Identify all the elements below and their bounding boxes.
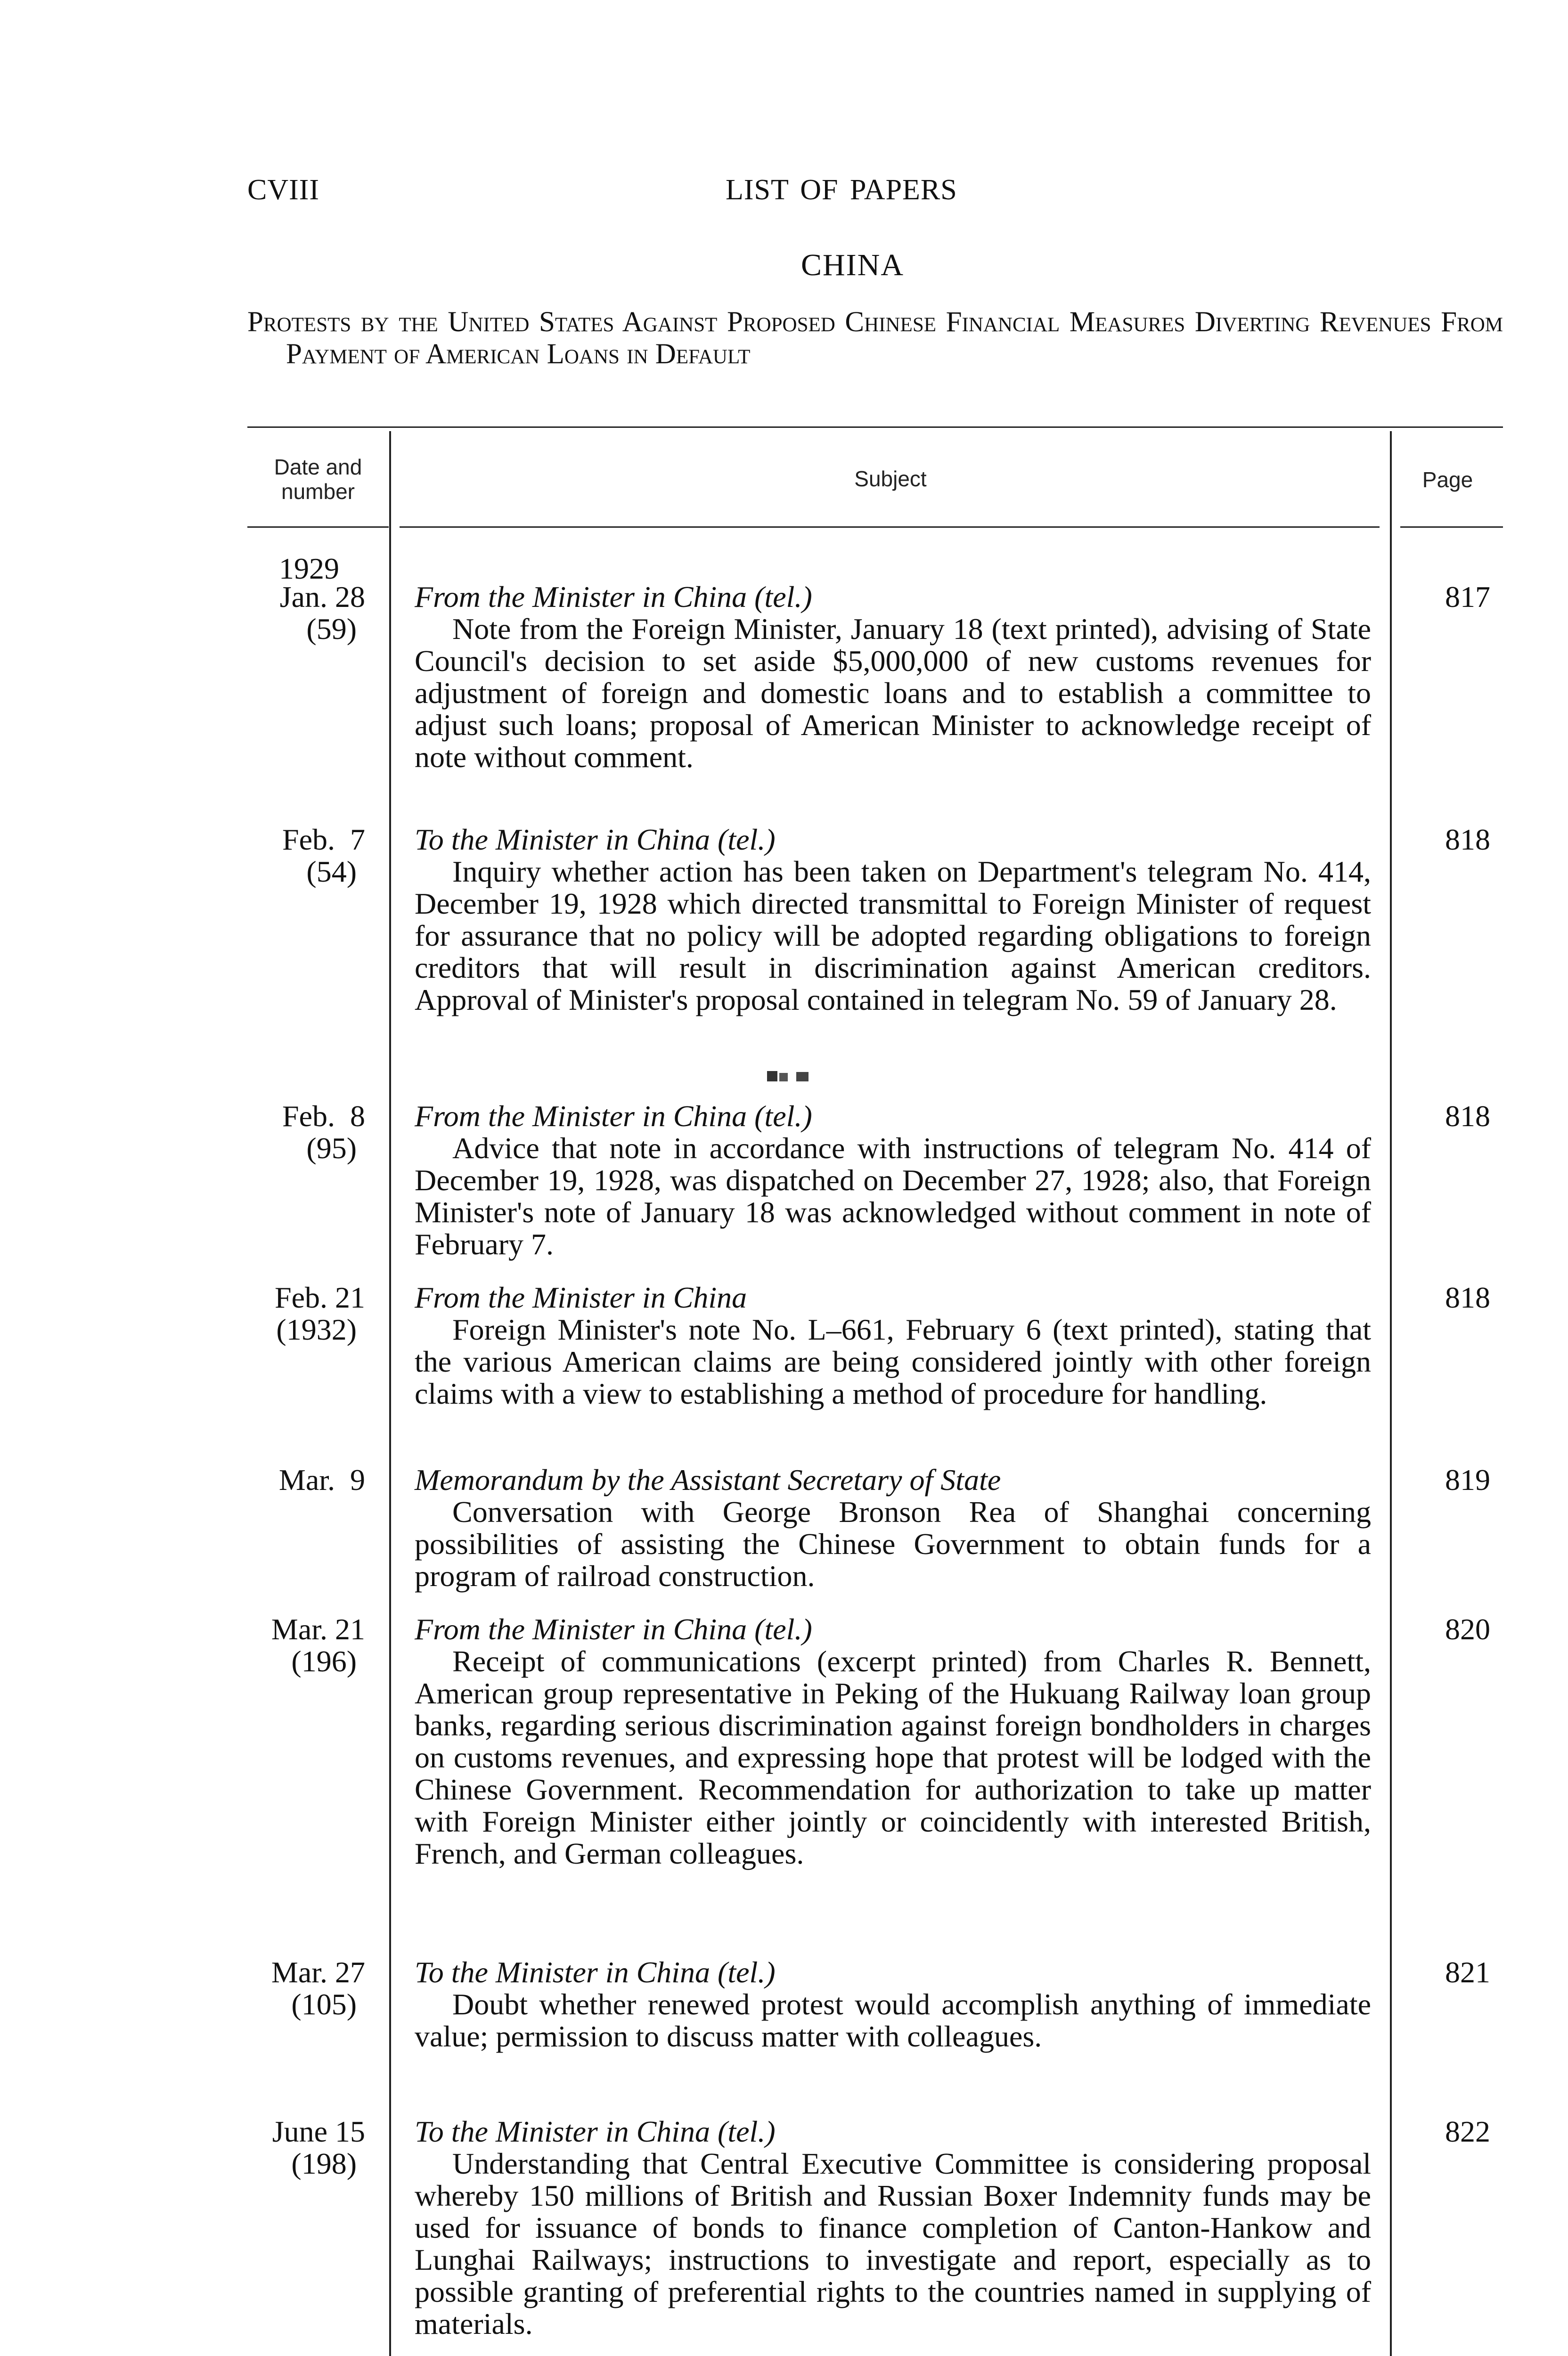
column-header-date-line2: number [281,479,355,504]
entry-subject [415,581,1371,773]
entry-summary: Note from the Foreign Minister, January 18 (text printed), advising of State Council's decision to set aside $5,000,000 of new customs revenues for adjustment of foreign and domestic loans and to establish a committee to adjust such loans; proposal of American Minister to acknowledge receipt of note without comment. [415,612,1371,774]
entry-summary: Foreign Minister's note No. L–661, February 6 (text printed), stating that the various American claims are being considered jointly with other foreign claims with a view to establishing a method of procedure for handling. [415,1313,1371,1410]
page-folio: CVIII [247,174,320,206]
entry-date: Jan. 28 [279,580,365,614]
print-smudge-mark [763,1066,815,1086]
entry-date-cell [247,1956,365,2021]
entry-number: (198) [291,2147,357,2180]
entry-source: From the Minister in China (tel.) [415,1099,812,1133]
entry-source: To the Minister in China (tel.) [415,1955,776,1989]
entry-summary: Conversation with George Bronson Rea of Shanghai concerning possibilities of assisting the Chinese Government to obtain funds for a program of railroad construction. [415,1495,1371,1593]
entry-date: Mar. 21 [271,1612,365,1646]
header-rule-subject [400,526,1380,528]
column-header-date-line1: Date and [274,455,362,479]
entry-summary: Receipt of communications (excerpt printed) from Charles R. Bennett, American group representative in Peking of the Hukuang Railway loan group banks, regarding serious discrimination against foreign bondholders in charges on customs revenues, and expressing hope that protest will be lodged with the Chinese Government. Recommendation for authorization to take up matter with Foreign Minister either jointly or coincidently with interested British, French, and German colleagues. [415,1644,1371,1870]
entry-date: June 15 [272,2115,365,2148]
entry-page-number: 821 [1445,1955,1490,1989]
entry-date-cell [247,2116,365,2180]
entry-number: (54) [306,855,357,888]
entry-date: Feb. 7 [282,823,365,856]
entry-page-number: 818 [1445,1281,1490,1314]
country-heading: CHINA [801,248,904,282]
entry-date-cell [247,581,365,645]
entry-number: (95) [306,1131,357,1165]
entry-date: Feb. 21 [275,1281,365,1314]
entry-date-cell [247,1464,365,1496]
entry-summary: Inquiry whether action has been taken on Department's telegram No. 414, December 19, 1928 which directed transmittal to Foreign Minister of request for assurance that no policy will be adopted regarding obligations to foreign creditors that will result in discrimination against American creditors. Approval of Minister's proposal contained in telegram No. 59 of January 28. [415,855,1371,1016]
column-header-page: Page [1422,467,1473,492]
entry-source: From the Minister in China [415,1281,747,1314]
entry-source: From the Minister in China (tel.) [415,580,812,614]
column-divider-page [1390,431,1392,2356]
header-rule-page [1400,526,1503,528]
entry-source: From the Minister in China (tel.) [415,1612,812,1646]
entry-date: Feb. 8 [282,1099,365,1133]
running-title: LIST OF PAPERS [726,174,957,206]
entry-subject [415,824,1371,1016]
entry-subject [415,1956,1371,2053]
running-head [247,173,1507,211]
entry-subject [415,1100,1371,1260]
entry-date-cell [247,1282,365,1346]
entry-page-number: 822 [1445,2115,1490,2148]
entry-source: To the Minister in China (tel.) [415,823,776,856]
entry-date-cell [247,1613,365,1677]
entry-date: Mar. 27 [271,1955,365,1989]
entry-source: To the Minister in China (tel.) [415,2115,776,2148]
entry-date-cell [247,1100,365,1164]
column-header-date [247,455,389,504]
entry-summary: Doubt whether renewed protest would accomplish anything of immediate value; permission to discuss matter with colleagues. [415,1988,1371,2053]
table-top-rule [247,426,1503,428]
entry-summary: Advice that note in accordance with instructions of telegram No. 414 of December 19, 1928, was dispatched on December 27, 1928; also, that Foreign Minister's note of January 18 was acknowledged without comment in note of February 7. [415,1131,1371,1261]
section-title [247,306,1503,370]
entry-source: Memorandum by the Assistant Secretary of State [415,1463,1001,1497]
entry-date: Mar. 9 [278,1463,365,1497]
year-label: 1929 [279,552,339,585]
entry-summary: Understanding that Central Executive Committee is considering proposal whereby 150 millions of British and Russian Boxer Indemnity funds may be used for issuance of bonds to finance completion of Canton-Hankow and Lunghai Railways; instructions to investigate and report, especially as to possible granting of preferential rights to the countries named in supplying of materials. [415,2147,1371,2340]
section-title-text: Protests by the United States Against Proposed Chinese Financial Measures Diverting Revenues From Payment of American Loans in Default [247,306,1503,370]
entry-number: (1932) [276,1313,357,1346]
entry-page-number: 819 [1445,1463,1490,1497]
entry-page-number: 818 [1445,823,1490,856]
entry-subject [415,1464,1371,1592]
entry-subject [415,1613,1371,1870]
entry-date-cell [247,824,365,888]
entry-page-number: 820 [1445,1612,1490,1646]
entry-number: (59) [306,612,357,646]
entry-subject [415,2116,1371,2340]
entry-number: (105) [291,1988,357,2021]
column-header-subject: Subject [854,466,927,491]
column-divider-date [389,431,391,2356]
header-rule-date [247,526,389,528]
entry-subject [415,1282,1371,1410]
entry-page-number: 818 [1445,1099,1490,1133]
entry-number: (196) [291,1644,357,1678]
entry-page-number: 817 [1445,580,1490,614]
